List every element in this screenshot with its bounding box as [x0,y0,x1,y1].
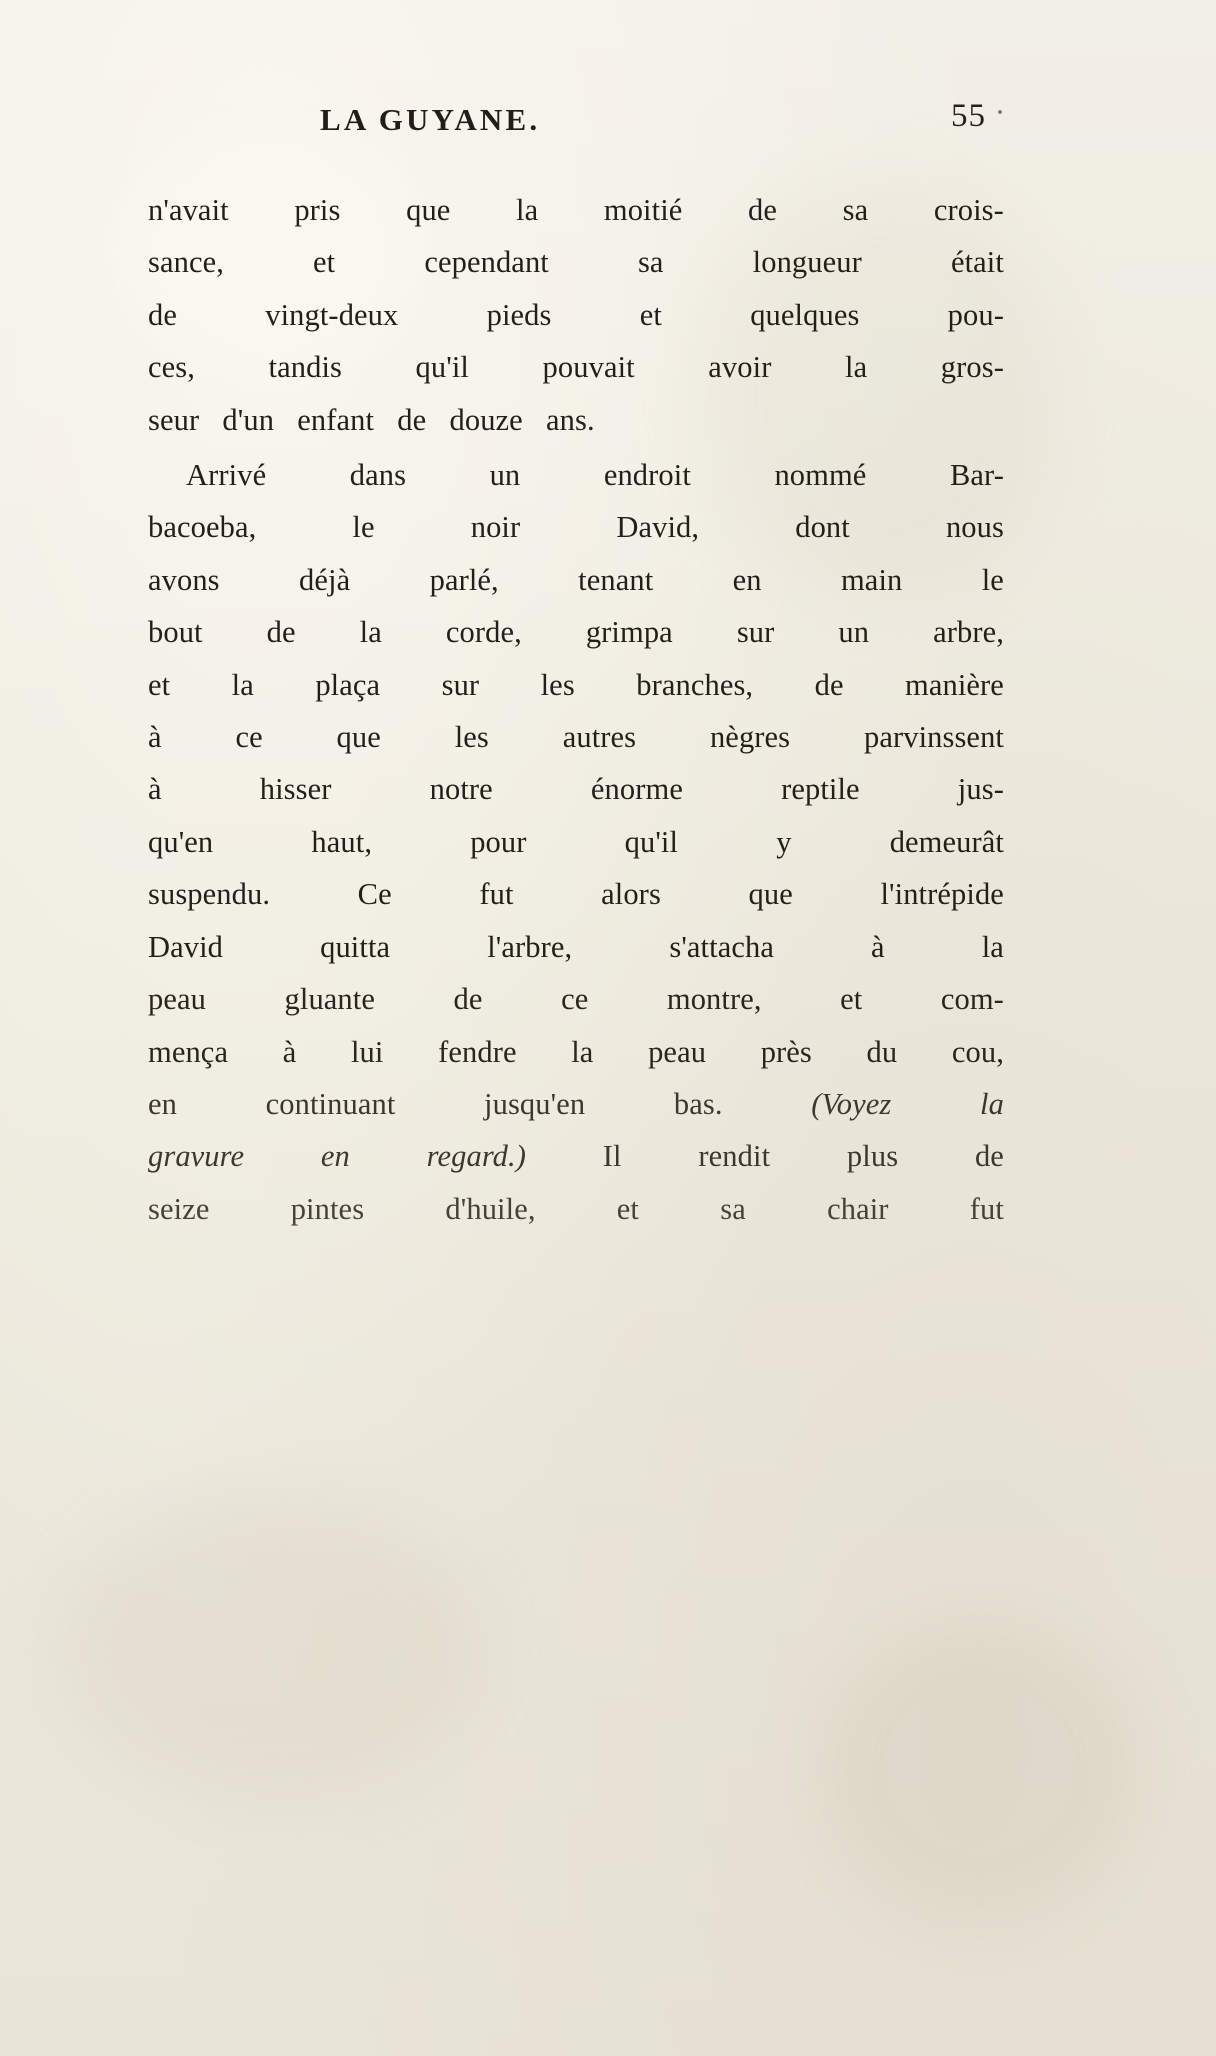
text-line: gravure en regard.) Il rendit plus de [148,1139,1004,1174]
text-line: et la plaça sur les branches, de manière [148,667,1004,702]
body-text [148,184,1004,1235]
running-title: LA GUYANE. [320,102,541,137]
text-line: ces, tandis qu'il pouvait avoir la gros- [148,350,1004,385]
ink-speck [998,110,1002,114]
text-line: David quitta l'arbre, s'attacha à la [148,929,1004,964]
text-line: bacoeba, le noir David, dont nous [148,510,1004,545]
text-line: Arrivé dans un endroit nommé Bar- [186,458,1004,493]
text-line: à hisser notre énorme reptile jus- [148,772,1004,807]
text-line: mença à lui fendre la peau près du cou, [148,1034,1004,1069]
text-line: suspendu. Ce fut alors que l'intrépide [148,877,1004,912]
text-line: à ce que les autres nègres parvinssent [148,720,1004,755]
text-line: sance, et cependant sa longueur était [148,245,1004,280]
text-line: bout de la corde, grimpa sur un arbre, [148,615,1004,650]
paragraph-1 [148,184,1004,446]
text-line: avons déjà parlé, tenant en main le [148,562,1004,597]
paper-stain [820,1620,1140,1920]
paragraph-2 [148,449,1004,1235]
paper-stain [60,1500,480,1800]
text-line: seur d'un enfant de douze ans. [148,402,595,437]
page-content [148,96,1004,1235]
text-line: seize pintes d'huile, et sa chair fut [148,1191,1004,1226]
text-line: n'avait pris que la moitié de sa crois- [148,193,1004,227]
text-line: en continuant jusqu'en bas. (Voyez la [148,1086,1004,1121]
page-header [148,96,1004,166]
text-line: qu'en haut, pour qu'il y demeurât [148,824,1004,859]
text-line: de vingt-deux pieds et quelques pou- [148,297,1004,332]
page-number: 55 [951,98,986,134]
text-line: peau gluante de ce montre, et com- [148,982,1004,1017]
